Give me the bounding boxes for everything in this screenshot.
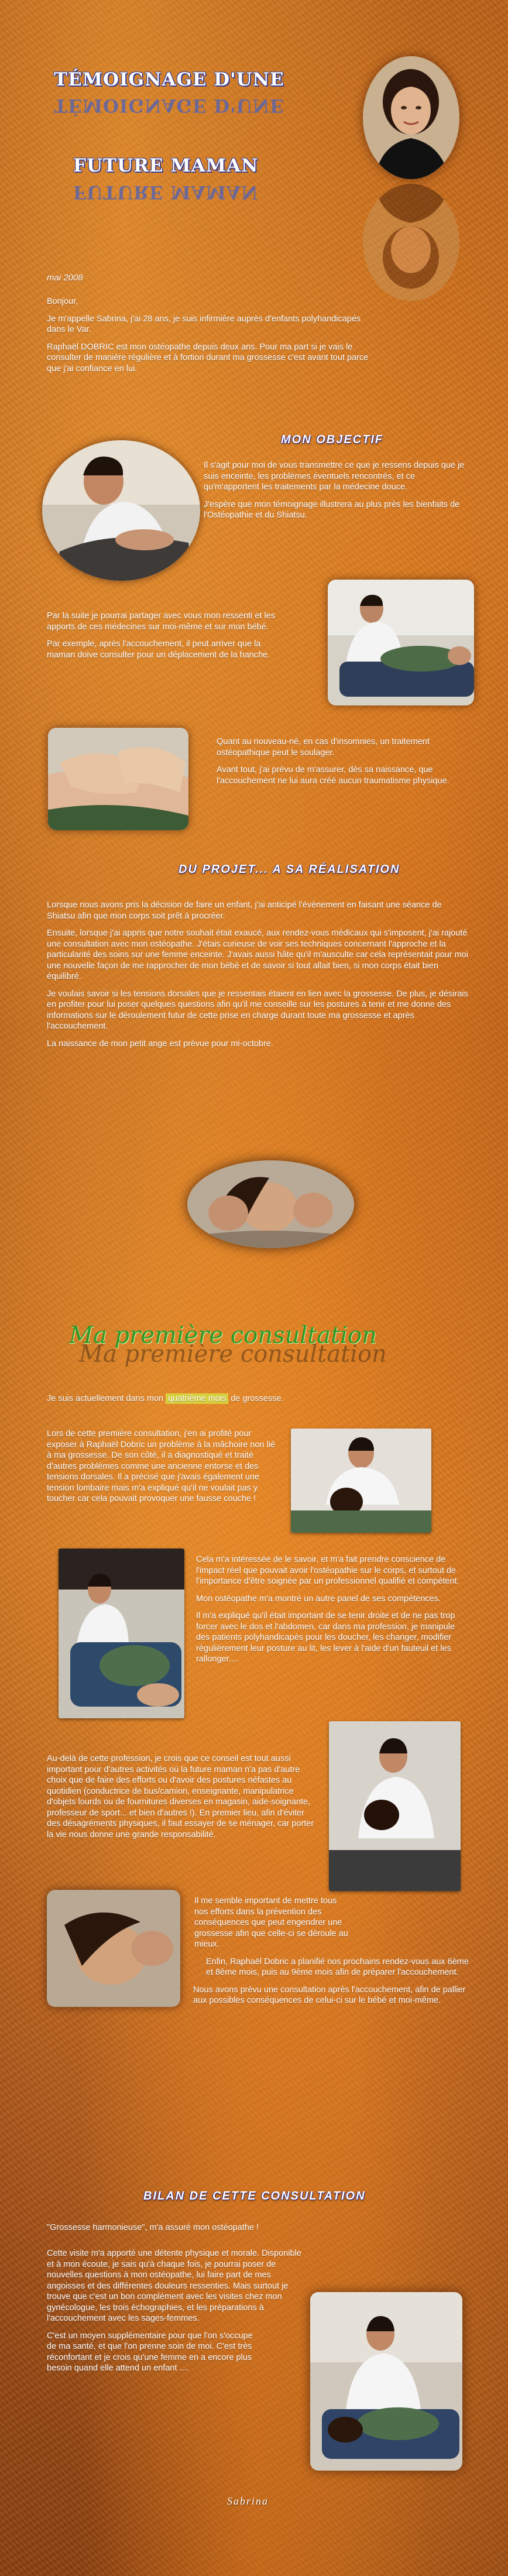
objectif-text-3	[217, 737, 468, 793]
fourth-month-highlight: quatrième mois	[166, 1393, 228, 1404]
page-title-line1-reflection: TÉMOIGNAGE D'UNE	[54, 95, 284, 116]
projet-paragraph-3: Je voulais savoir si les tensions dorsales que je ressentais étaient en lien avec la grossesse. De plus, je désirais en profiter pour lui poser quelques questions afin qu'il me conseille sur les postures à tenir et me donne des informations sur le déroulement futur de cette prise en charge durant toute ma grossesse et après l'accouchement.	[47, 989, 468, 1031]
intro-text	[47, 296, 375, 381]
consultation-paragraph-7: Enfin, Raphaël Dobric a planifié nos prochains rendez-vous aux 6ème et 8ème mois, puis au 9ème mois afin de préparer l'accouchement.	[206, 1957, 469, 1977]
page-title-line2-reflection: FUTURE MAMAN	[73, 181, 259, 203]
consultation-lead-start: Je suis actuellement dans mon	[47, 1394, 164, 1403]
table-treatment-photo	[59, 1549, 184, 1718]
objectif-text-2	[47, 611, 287, 667]
objectif-paragraph-4: Par exemple, après l'accouchement, il peut arriver que la maman doive consulter pour un déplacement de la hanche.	[47, 639, 270, 660]
section-title-projet: DU PROJET... A SA RÉALISATION	[179, 863, 400, 876]
projet-paragraph-4: La naissance de mon petit ange est prévue pour mi-octobre.	[47, 1039, 273, 1049]
objectif-paragraph-1: Il s'agit pour moi de vous transmettre ce que je ressens depuis que je suis enceinte, les problèmes éventuels rencontrés, et ce qu'm'apportent les traitements par la médecine douce.	[204, 461, 465, 492]
intro-paragraph-1: Je m'appelle Sabrina, j'ai 28 ans, je suis infirmière auprès d'enfants polyhandicapés dans le Var.	[47, 314, 361, 334]
objectif-paragraph-2: J'espère que mon témoignage illustrera au plus près les bienfaits de l'Ostéopathie et du Shiatsu.	[204, 499, 460, 520]
osteopath-treatment-photo-1	[42, 440, 200, 581]
objectif-paragraph-6: Avant tout, j'ai prévu de m'assurer, dès sa naissance, que l'accouchement ne lui aura créé aucun traumatisme physique.	[217, 765, 449, 786]
face-closeup-photo	[47, 1890, 180, 2007]
consultation-text-3	[47, 1753, 316, 1847]
objectif-paragraph-5: Quant au nouveau-né, en cas d'insomnies, un traitement ostéopathique peut le soulager.	[217, 737, 430, 758]
consultation-lead	[47, 1393, 284, 1405]
bilan-paragraph-2: C'est un moyen supplémentaire pour que l'on s'occupe de ma santé, et que l'on prenne soin de moi. C'est très réconfortant et je crois qu'une femme en a encore plus besoin quand elle attend un enfant ....	[47, 2331, 253, 2373]
osteopath-treatment-photo-2	[328, 580, 474, 705]
objectif-paragraph-3: Par la suite je pourrai partager avec vous mon ressenti et les apports de ces médecines sur moi-même et sur mon bébé.	[47, 611, 276, 632]
projet-paragraph-1: Lorsque nous avons pris la décision de faire un enfant, j'ai anticipé l'évènement en faisant une séance de Shiatsu afin que mon corps soit prêt à procréer.	[47, 900, 442, 921]
consultation-title-shadow: Ma première consultation	[79, 1341, 387, 1368]
bilan-paragraph-1: Cette visite m'a apporté une détente physique et morale. Disponible et à mon écoute, je sais qu'à chaque fois, je pourrai poser de nouvelles questions à mon ostéopathe, lui faire part de mes angoisses et des différentes douleurs ressenties. Mais surtout je trouve que c'est un bon complément avec les visites chez mon gynécologue, les trois échographies, et les préparations à l'accouchement avec les sages-femmes.	[47, 2249, 301, 2323]
consultation-lead-end: de grossesse.	[231, 1394, 284, 1403]
portrait-photo	[363, 56, 459, 179]
intro-paragraph-2: Raphaël DOBRIC est mon ostéopathe depuis deux ans. Pour ma part si je vais le consulter de manière régulière et à fortiori durant ma grossesse c'est avant tout parce que j'ai confiance en lui.	[47, 342, 369, 374]
bilan-text	[47, 2248, 304, 2380]
section-title-objectif: MON OBJECTIF	[281, 433, 384, 446]
consultation-paragraph-3: Mon ostéopathe m'a montré un autre panel de ses compétences.	[196, 1594, 441, 1604]
hands-on-back-photo	[48, 728, 188, 830]
consultation-paragraph-8: Nous avons prévu une consultation après l'accouchement, afin de pallier aux possibles conséquences de celui-ci sur le bébé et moi-même.	[193, 1985, 466, 2005]
consultation-title: Ma première consultation	[69, 1322, 377, 1349]
signature: Sabrina	[227, 2495, 269, 2507]
greeting: Bonjour,	[47, 297, 78, 306]
page-title-line2: FUTURE MAMAN	[73, 155, 259, 176]
consultation-text-4	[193, 1896, 471, 2013]
section-title-bilan: BILAN DE CETTE CONSULTATION	[143, 2190, 366, 2202]
projet-text	[47, 900, 471, 1056]
consultation-paragraph-4: Il m'a expliqué qu'il était important de se tenir droite et de ne pas trop forcer avec le dos et l'abdomen, car dans ma profession, je manipule des patients polyhandicapés pour les doucher, les changer, modifier régulièrement leur posture au lit, les lever à l'aide d'un fauteuil et les rallonger....	[196, 1611, 455, 1664]
bilan-quote: "Grossesse harmonieuse", m'a assuré mon ostéopathe !	[47, 2223, 259, 2232]
consultation-paragraph-1: Lors de cette première consultation, j'en ai profité pour exposer à Raphaël Dobric un problème à la mâchoire non lié à ma grossesse. De son côté, il a diagnostiqué et traité d'autres problèmes comme une ancienne entorse et des tensions dorsales. Il a précisé que j'avais également une tension lombaire mais m'a expliqué qu'il ne voulait pas y toucher car cela pouvait provoquer une fausse couche !	[47, 1429, 276, 1503]
jaw-treatment-photo	[291, 1429, 431, 1533]
objectif-text-1	[204, 460, 467, 527]
page-title-line1: TÉMOIGNAGE D'UNE	[54, 69, 284, 90]
projet-paragraph-2: Ensuite, lorsque j'ai appris que notre souhait était exaucé, aux rendez-vous médicaux qui s'imposent, j'ai rajouté une consultation avec mon ostéopathe. J'étais curieuse de voir ses techniques concernant l'approche et la particularité des soins sur une femme enceinte. J'avais aussi hâte qu'il m'ausculte car cela représentait pour moi une nouvelle façon de me rapprocher de mon bébé et de savoir si tout allait bien, si mon corps était bien équilibré.	[47, 929, 468, 981]
portrait-reflection	[363, 184, 459, 301]
consultation-paragraph-2: Cela m'a intéressée de le savoir, et m'a fait prendre conscience de l'impact réel que pouvait avoir l'ostéopathie sur le corps, et surtout de l'importance d'être soignée par un professionnel qualifié et compétent.	[196, 1555, 459, 1586]
neck-treatment-photo	[329, 1721, 461, 1891]
consultation-paragraph-6: Il me semble important de mettre tous nos efforts dans la prévention des conséquences que peut engendrer une grossesse afin que celle-ci se déroule au mieux.	[194, 1896, 348, 1949]
consultation-text-2	[196, 1554, 462, 1671]
date-label: mai 2008	[47, 273, 83, 283]
consultation-paragraph-5: Au-delà de cette profession, je crois que ce conseil est tout aussi important pour d'autres activités où la future maman n'a pas d'autre choix que de faire des efforts ou d'avoir des postures néfastes au quotidien (conductrice de bus/camion, enseignante, manipulatrice d'objets lourds ou de fournitures diverses en magasin, aide-soignante, professeur de sport... et bien d'autres !). En premier lieu, afin d'éviter des désagréments physiques, il faut essayer de se ménager, car porter la vie nous donne une grande responsabilité.	[47, 1754, 314, 1839]
final-treatment-photo	[310, 2292, 462, 2471]
consultation-text-1	[47, 1429, 278, 1511]
head-treatment-photo	[187, 1160, 354, 1248]
